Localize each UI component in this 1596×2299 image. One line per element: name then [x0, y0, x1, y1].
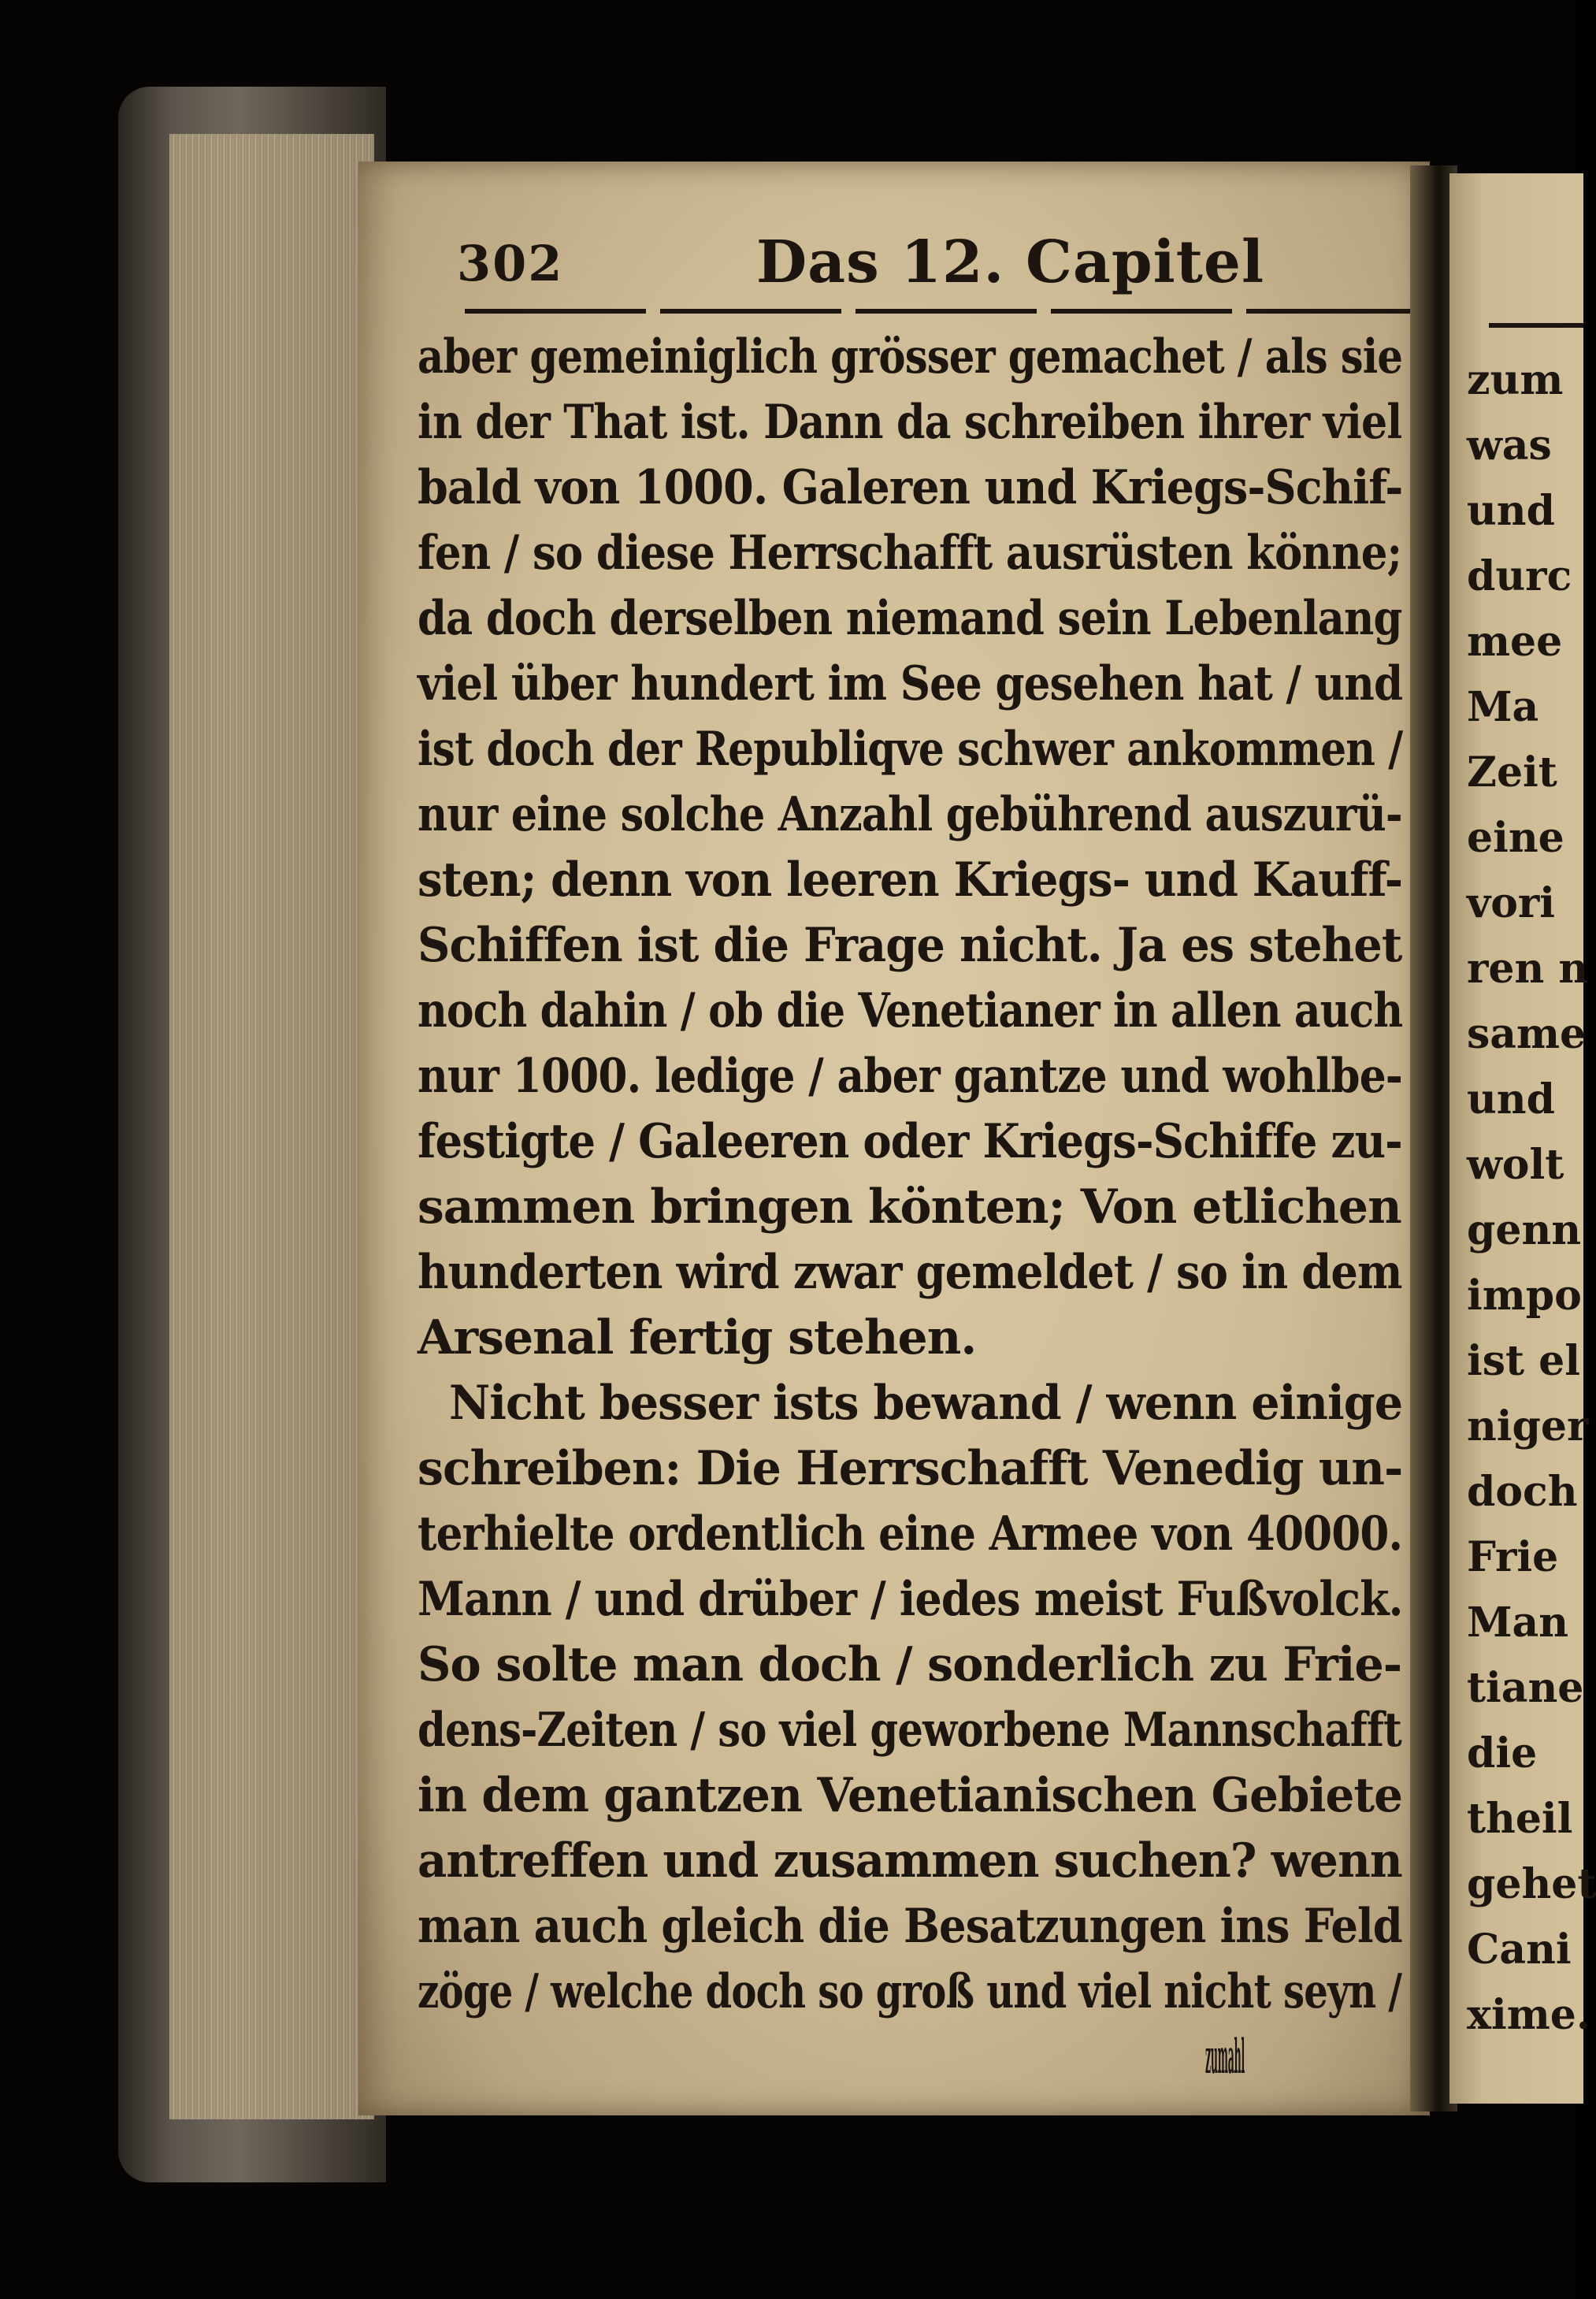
right-text-fragment: impo	[1467, 1272, 1582, 1320]
text-line: ist doch der Republiqve schwer ankommen /	[418, 722, 1403, 777]
text-line: Arsenal fertig stehen.	[418, 1310, 977, 1365]
text-line: zumahl	[1205, 2030, 1245, 2085]
right-text-fragment: Man	[1467, 1599, 1569, 1647]
text-line: da doch derselben niemand sein Lebenlang	[418, 591, 1402, 646]
text-line: sammen bringen könten; Von etlichen	[418, 1179, 1401, 1235]
text-line: schreiben: Die Herrschafft Venedig un-	[418, 1441, 1403, 1496]
text-line: Nicht besser ists bewand / wenn einige	[449, 1376, 1403, 1431]
text-line: terhielte ordentlich eine Armee von 40000.	[418, 1506, 1403, 1562]
text-line: in der That ist. Dann da schreiben ihrer viel	[418, 395, 1402, 450]
text-line: sten; denn von leeren Kriegs- und Kauff-	[418, 852, 1403, 908]
text-line: So solte man doch / sonderlich zu Frie-	[418, 1637, 1402, 1692]
right-text-fragment: vori	[1467, 879, 1556, 927]
right-text-fragment: ist el	[1467, 1337, 1580, 1385]
text-line: dens-Zeiten / so viel geworbene Mannschafft	[418, 1703, 1401, 1758]
text-line: Mann / und drüber / iedes meist Fußvolck.	[418, 1572, 1403, 1627]
text-line: hunderten wird zwar gemeldet / so in dem	[418, 1245, 1402, 1300]
text-line: in dem gantzen Venetianischen Gebiete	[418, 1768, 1403, 1823]
text-line: zöge / welche doch so groß und viel nicht seyn /	[418, 1964, 1402, 2019]
header-rule	[465, 309, 1410, 314]
right-text-fragment: genn	[1467, 1206, 1582, 1254]
right-text-fragment: durc	[1467, 552, 1572, 600]
text-line: Schiffen ist die Frage nicht. Ja es stehet	[418, 918, 1402, 973]
right-text-fragment: ren n	[1467, 945, 1589, 993]
right-text-fragment: gehet	[1467, 1860, 1596, 1908]
text-line: fen / so diese Herrschafft ausrüsten könne;	[418, 526, 1402, 581]
right-text-fragment: die	[1467, 1729, 1538, 1777]
text-line: festigte / Galeeren oder Kriegs-Schiffe zu-	[418, 1114, 1402, 1169]
page-stack-edge	[169, 134, 374, 2119]
right-text-fragment: xime.	[1467, 1991, 1590, 2039]
text-line: nur 1000. ledige / aber gantze und wohlbe-	[418, 1049, 1402, 1104]
right-text-fragment: doch	[1467, 1468, 1578, 1516]
text-line: aber gemeiniglich grösser gemachet / als sie	[418, 329, 1403, 384]
page-number: 302	[457, 235, 564, 292]
text-line: noch dahin / ob die Venetianer in allen auch	[418, 983, 1403, 1038]
right-text-fragment: same	[1467, 1010, 1587, 1058]
text-line: nur eine solche Anzahl gebührend auszurü-	[418, 787, 1402, 842]
right-text-fragment: theil	[1467, 1795, 1573, 1843]
right-text-fragment: und	[1467, 487, 1555, 535]
right-text-fragment: niger	[1467, 1402, 1589, 1450]
right-text-fragment: Ma	[1467, 683, 1539, 731]
text-line: viel über hundert im See gesehen hat / und	[418, 656, 1403, 711]
right-text-fragment: und	[1467, 1075, 1555, 1124]
text-line: bald von 1000. Galeren und Kriegs-Schif-	[418, 460, 1403, 515]
right-text-fragment: mee	[1467, 618, 1563, 666]
right-text-fragment: Zeit	[1467, 748, 1557, 797]
text-line: man auch gleich die Besatzungen ins Feld	[418, 1899, 1402, 1954]
right-text-fragment: Cani	[1467, 1926, 1572, 1974]
left-page-text	[418, 221, 1418, 2085]
right-text-fragment: Frie	[1467, 1533, 1559, 1581]
right-text-fragment: zum	[1467, 356, 1564, 404]
text-line: antreffen und zusammen suchen? wenn	[418, 1833, 1402, 1889]
right-text-fragment: eine	[1467, 814, 1564, 862]
right-text-fragment: wolt	[1467, 1141, 1564, 1189]
right-text-fragment: was	[1467, 422, 1552, 470]
right-text-fragment: tiane	[1467, 1664, 1584, 1712]
right-page-header-rule	[1489, 323, 1583, 328]
running-head: Das 12. Capitel	[756, 228, 1265, 296]
page-header	[418, 221, 1418, 307]
